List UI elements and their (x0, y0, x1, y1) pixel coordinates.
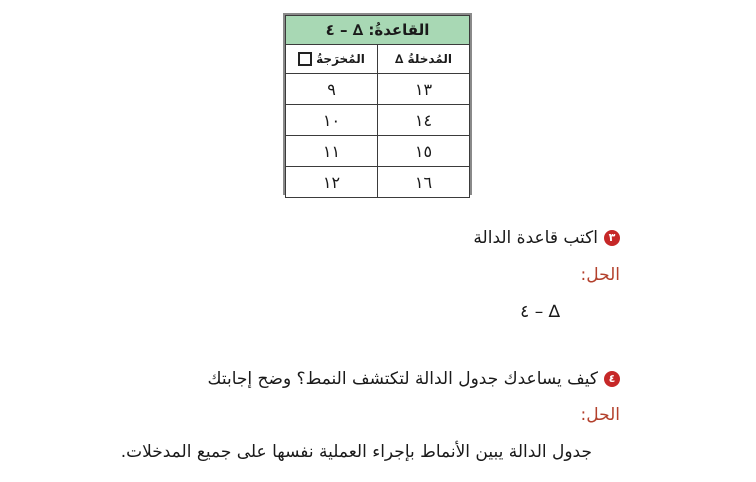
table-row (286, 105, 470, 136)
output-cell: ١١ (286, 136, 378, 167)
solution-label-4: الحل: (580, 405, 620, 425)
table-row (286, 167, 470, 198)
input-cell: ١٦ (378, 167, 470, 198)
question-3-text: اكتب قاعدة الدالة (473, 228, 598, 248)
output-header-label: المُخرَجةُ (316, 51, 365, 66)
question-4 (208, 369, 620, 389)
function-table (283, 13, 472, 195)
output-cell: ٩ (286, 74, 378, 105)
answer-4: جدول الدالة يبين الأنماط بإجراء العملية نفسها على جميع المدخلات. (120, 442, 592, 462)
question-3 (473, 228, 620, 248)
input-column-header: المُدخلةُ ∆ (378, 45, 470, 74)
question-number-badge: ٤ (604, 371, 620, 387)
table-rule: القاعدةُ: ∆ – ٤ (286, 16, 470, 45)
table-row (286, 74, 470, 105)
input-cell: ١٤ (378, 105, 470, 136)
output-column-header (286, 45, 378, 74)
output-cell: ١٠ (286, 105, 378, 136)
answer-3: ∆ – ٤ (520, 302, 560, 322)
function-table-grid (285, 15, 470, 198)
question-4-text: كيف يساعدك جدول الدالة لتكتشف النمط؟ وضح إجابتك (207, 369, 598, 389)
square-icon (298, 52, 312, 66)
output-cell: ١٢ (286, 167, 378, 198)
table-row (286, 136, 470, 167)
input-cell: ١٥ (378, 136, 470, 167)
question-number-badge: ٣ (604, 230, 620, 246)
input-cell: ١٣ (378, 74, 470, 105)
solution-label-3: الحل: (580, 265, 620, 285)
